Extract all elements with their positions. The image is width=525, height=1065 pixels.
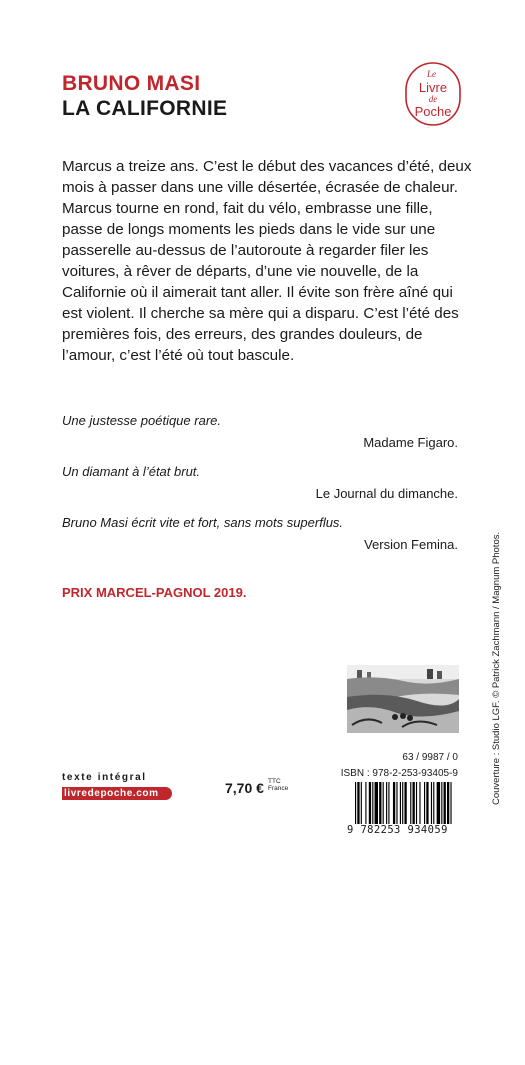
texte-integral-label: texte intégral (62, 772, 147, 783)
svg-text:Poche: Poche (414, 104, 452, 119)
cover-credit-text: Couverture : Studio LGF. © Patrick Zachmann / Magnum Photos. (491, 531, 502, 805)
website-link[interactable]: livredepoche.com (62, 787, 172, 800)
price-note-france: France (268, 785, 289, 792)
le-livre-de-poche-logo (405, 62, 461, 126)
quote-3: Bruno Masi écrit vite et fort, sans mots superflus. (62, 515, 344, 530)
svg-text:Livre: Livre (418, 80, 448, 95)
price-note (268, 778, 288, 792)
svg-text:Le: Le (427, 69, 436, 79)
synopsis: Marcus a treize ans. C’est le début des vacances d’été, deux mois à passer dans une ville désertée, écrasée de chaleur. Marcus tourne en rond, fait du vélo, embrasse une fille, passe de longs moments les pieds dans le vide sur une passerelle au-dessus de l’autoroute à regarder filer les voitures, à rêver de départs, d’une vie nouvelle, de la Californie où il aimerait tant aller. Il évite son frère aîné qui est violent. Il cherche sa mère qui a disparu. C’est l’été des premières fois, des erreurs, des grandes douleurs, de l’amour, c’est l’été où tout bascule. (62, 158, 472, 364)
author-name: BRUNO MASI (62, 72, 201, 95)
quote-1: Une justesse poétique rare. (62, 413, 221, 428)
book-title: LA CALIFORNIE (62, 97, 228, 120)
price: 7,70 € (225, 780, 264, 796)
reference-number: 63 / 9987 / 0 (402, 752, 458, 763)
quote-source-2: Le Journal du dimanche. (315, 486, 458, 501)
quote-source-3: Version Femina. (364, 537, 458, 552)
cover-credit (490, 531, 504, 1065)
isbn: ISBN : 978-2-253-93405-9 (340, 768, 458, 779)
cover-photo-thumbnail (347, 665, 459, 733)
barcode-digits: 9 782253 934059 (347, 824, 462, 836)
prize: PRIX MARCEL-PAGNOL 2019. (62, 585, 247, 600)
svg-text:de: de (428, 94, 438, 104)
quote-source-1: Madame Figaro. (363, 435, 458, 450)
price-note-ttc: TTC (268, 778, 281, 785)
quote-2: Un diamant à l’état brut. (62, 464, 201, 479)
